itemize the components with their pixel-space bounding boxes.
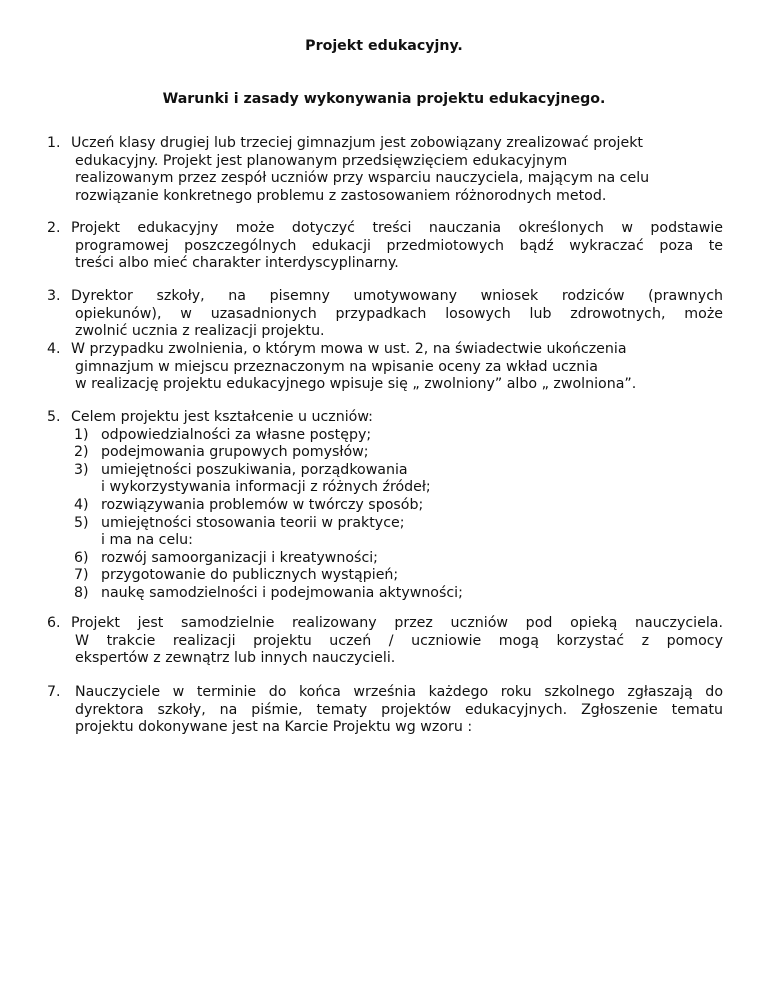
sub-item-number: 6) — [74, 549, 89, 566]
page-title: Projekt edukacyjny. — [305, 38, 463, 54]
sub-item-number: 8) — [74, 584, 89, 601]
item-line: W trakcie realizacji projektu uczeń / uczniowie mogą korzystać z pomocy — [75, 632, 723, 649]
item-line: w realizację projektu edukacyjnego wpisuje się „ zwolniony” albo „ zwolniona”. — [75, 376, 637, 393]
sub-item-text: odpowiedzialności za własne postępy; — [101, 426, 372, 443]
sub-item — [47, 444, 723, 462]
item-line: dyrektora szkoły, na piśmie, tematy projektów edukacyjnych. Zgłoszenie tematu — [75, 701, 723, 718]
sub-item — [47, 462, 723, 480]
sub-item-continuation: i ma na celu: — [101, 532, 193, 549]
item-number: 2. — [47, 220, 61, 236]
item-number: 3. — [47, 288, 61, 304]
item-line: Projekt edukacyjny może dotyczyć treści nauczania określonych w podstawie — [71, 220, 723, 236]
item-intro: Celem projektu jest kształcenie u uczniów: — [71, 409, 373, 425]
numbered-item-2 — [47, 220, 723, 273]
item-line: Nauczyciele w terminie do końca września każdego roku szkolnego zgłaszają do — [75, 684, 723, 700]
item-number: 4. — [47, 341, 61, 357]
item-line: gimnazjum w miejscu przeznaczonym na wpisanie oceny za wkład ucznia — [75, 358, 598, 375]
item-line: W przypadku zwolnienia, o którym mowa w ust. 2, na świadectwie ukończenia — [71, 341, 627, 357]
sub-item — [47, 550, 723, 568]
sub-item-text: przygotowanie do publicznych wystąpień; — [101, 567, 399, 584]
numbered-item-5 — [47, 409, 723, 603]
sub-item-number: 2) — [74, 444, 89, 461]
numbered-item-7 — [47, 684, 723, 737]
item-number: 7. — [47, 684, 61, 700]
item-line: projektu dokonywane jest na Karcie Projektu wg wzoru : — [75, 719, 473, 736]
sub-item-text: umiejętności poszukiwania, porządkowania — [101, 461, 408, 478]
item-number: 5. — [47, 409, 61, 425]
sub-item — [47, 567, 723, 585]
item-line: programowej poszczególnych edukacji przedmiotowych bądź wykraczać poza te — [75, 237, 723, 254]
sub-item — [47, 585, 723, 603]
item-line: realizowanym przez zespół uczniów przy wsparciu nauczyciela, mającym na celu — [75, 170, 650, 187]
numbered-item-4 — [47, 341, 723, 394]
sub-item-text: umiejętności stosowania teorii w praktyce; — [101, 514, 405, 531]
numbered-item-6 — [47, 615, 723, 668]
sub-item-number: 4) — [74, 496, 89, 513]
sub-item-text: rozwiązywania problemów w twórczy sposób; — [101, 496, 424, 513]
item-number: 6. — [47, 615, 61, 631]
sub-item-number: 1) — [74, 426, 89, 443]
item-line: Projekt jest samodzielnie realizowany przez uczniów pod opieką nauczyciela. — [71, 615, 723, 631]
page-subtitle: Warunki i zasady wykonywania projektu edukacyjnego. — [162, 91, 606, 107]
sub-item-number: 3) — [74, 461, 89, 478]
item-line: opiekunów), w uzasadnionych przypadkach losowych lub zdrowotnych, może — [75, 305, 723, 322]
sub-item-number: 5) — [74, 514, 89, 531]
sub-item — [47, 427, 723, 445]
item-line: ekspertów z zewnątrz lub innych nauczycieli. — [75, 650, 396, 667]
sub-item-text: rozwój samoorganizacji i kreatywności; — [101, 549, 378, 566]
sub-item — [47, 515, 723, 533]
item-line: treści albo mieć charakter interdyscyplinarny. — [75, 255, 399, 272]
item-line: Uczeń klasy drugiej lub trzeciej gimnazjum jest zobowiązany zrealizować projekt — [71, 135, 643, 151]
item-number: 1. — [47, 135, 61, 151]
item-line: rozwiązanie konkretnego problemu z zastosowaniem różnorodnych metod. — [75, 187, 607, 204]
sub-item-number: 7) — [74, 567, 89, 584]
item-line: zwolnić ucznia z realizacji projektu. — [75, 323, 325, 340]
sub-item-text: podejmowania grupowych pomysłów; — [101, 444, 369, 461]
item-line: Dyrektor szkoły, na pisemny umotywowany wniosek rodziców (prawnych — [71, 288, 723, 304]
numbered-item-1 — [47, 135, 723, 205]
numbered-item-3 — [47, 288, 723, 341]
sub-item — [47, 497, 723, 515]
item-line: edukacyjny. Projekt jest planowanym przedsięwzięciem edukacyjnym — [75, 152, 568, 169]
sub-item-text: naukę samodzielności i podejmowania aktywności; — [101, 584, 463, 601]
sub-item-continuation: i wykorzystywania informacji z różnych źródeł; — [101, 479, 431, 496]
